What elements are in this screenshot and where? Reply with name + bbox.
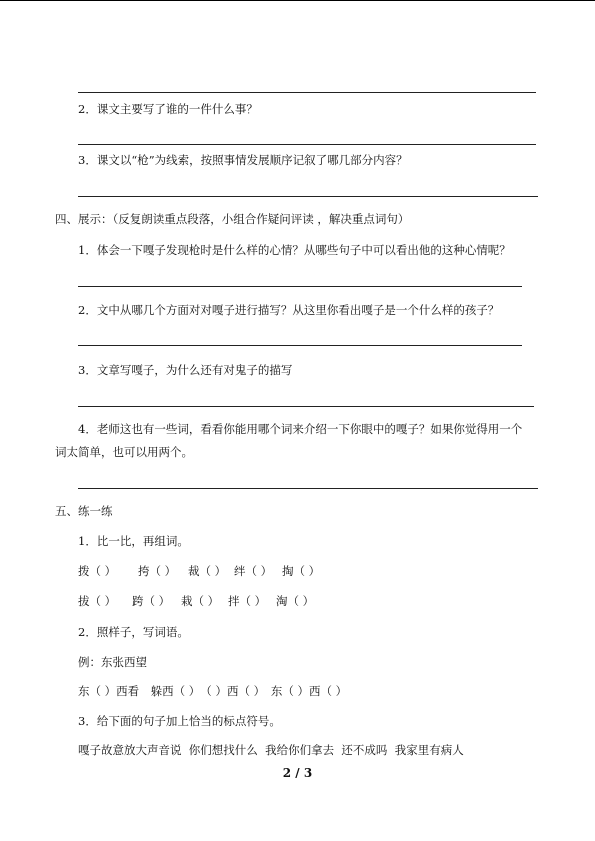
answer-line [78,286,522,287]
section-4-question-4-line-1: 4．老师这也有一些词，看看你能用哪个词来介绍一下你眼中的嘎子？如果你觉得用一个 [78,422,523,436]
section-5-question-1: 1．比一比，再组词。 [78,534,189,548]
compare-word-2c: 栽（ ） [181,594,220,608]
compare-word-2b: 跨（ ） [132,594,171,608]
question-2: 2．课文主要写了谁的一件什么事？ [78,102,258,116]
section-5-question-3: 3．给下面的句子加上恰当的标点符号。 [78,714,281,728]
compare-word-2a: 拔（ ） [78,594,117,608]
answer-line [78,406,534,407]
compare-word-1a: 拨（ ） [78,564,117,578]
compare-word-2d: 拌（ ） [228,594,267,608]
answer-line [78,488,538,489]
answer-line [78,196,538,197]
section-5-question-2: 2．照样子，写词语。 [78,625,189,639]
compare-word-1c: 裁（ ） [188,564,227,578]
compare-word-1e: 掏（ ） [282,564,321,578]
answer-line [78,144,536,145]
section-4-question-2: 2．文中从哪几个方面对对嘎子进行描写？从这里你看出嘎子是一个什么样的孩子？ [78,303,500,317]
page-top-border [0,0,595,1]
page-number: 2 / 3 [282,766,313,780]
section-5-title: 五、练一练 [55,504,113,518]
answer-line [78,345,522,346]
compare-word-2e: 淘（ ） [276,594,315,608]
section-4-title: 四、展示：（反复朗读重点段落，小组合作疑问评读 ，解决重点词句） [55,212,410,226]
question-3: 3．课文以“枪”为线索，按照事情发展顺序记叙了哪几部分内容？ [78,153,408,167]
compare-word-1d: 绊（ ） [234,564,273,578]
section-4-question-4-line-2: 词太简单，也可以用两个。 [55,445,193,459]
compare-word-1b: 挎（ ） [138,564,177,578]
example-word: 例：东张西望 [78,655,147,669]
section-4-question-3: 3．文章写嘎子，为什么还有对鬼子的描写 [78,363,293,377]
fill-in-row: 东（ ）西看 躲西（ ） （ ）西（ ） 东（ ）西（ ） [78,684,348,698]
answer-line [78,92,536,93]
punctuation-sentence: 嘎子故意放大声音说 你们想找什么 我给你们拿去 还不成吗 我家里有病人 [78,743,464,757]
section-4-question-1: 1．体会一下嘎子发现枪时是什么样的心情？从哪些句子中可以看出他的这种心情呢？ [78,243,511,257]
